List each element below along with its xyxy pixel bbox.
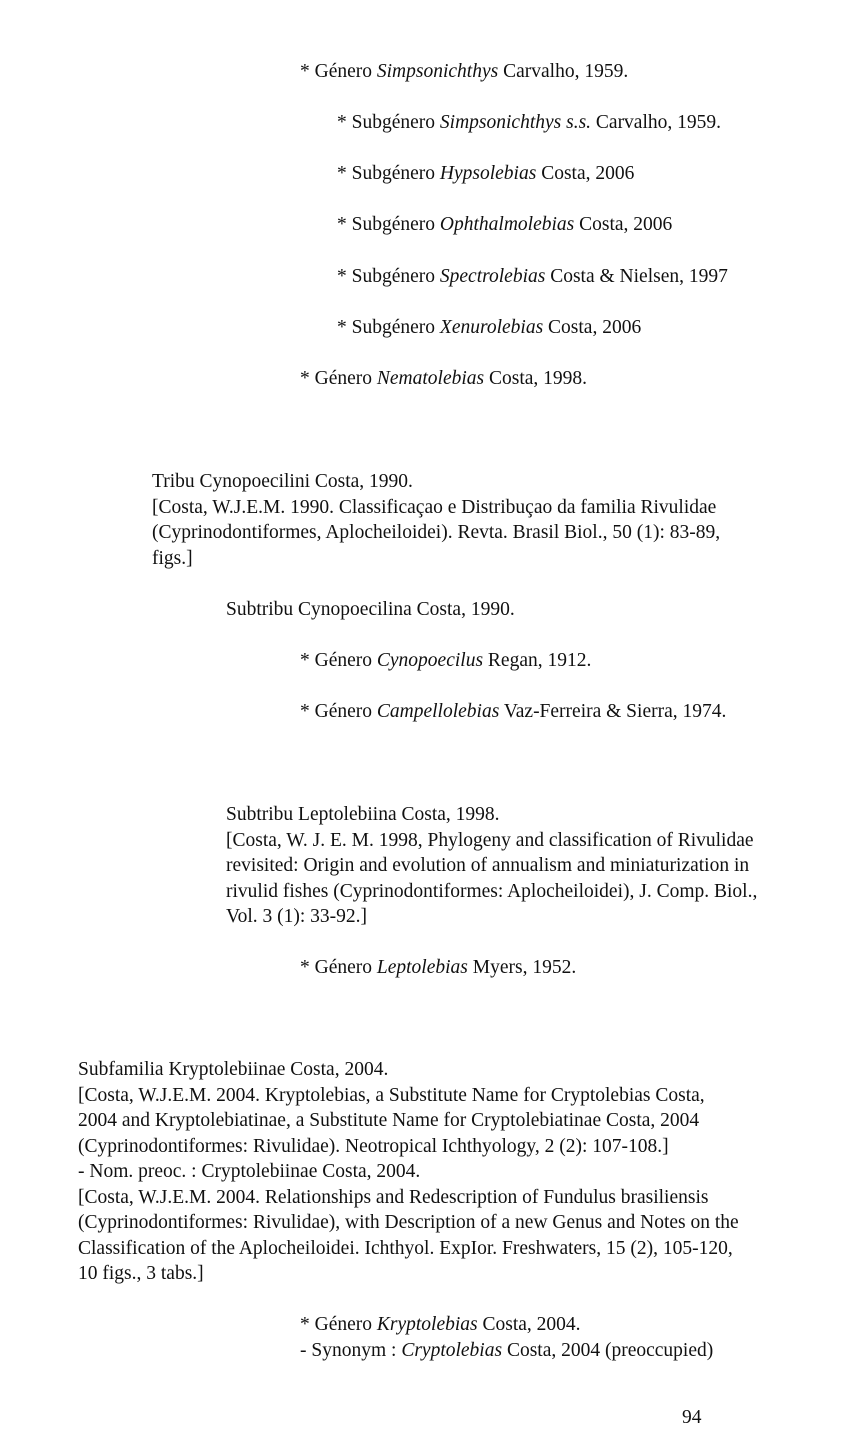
reference-line: 2004 and Kryptolebiatinae, a Substitute Name for Cryptolebiatinae Costa, 2004 [78,1110,700,1131]
entry-prefix: * Subgénero [337,214,440,235]
reference-line: figs.] [152,547,193,569]
taxon-name: Spectrolebias [439,266,546,287]
reference-line: (Cyprinodontiformes: Rivulidae). Neotropical Ichthyology, 2 (2): 107-108.] [78,1135,669,1157]
reference-line: [Costa, W.J.E.M. 2004. Relationships and Redescription of Fundulus brasiliensis [78,1186,709,1208]
subgenus-ophthalmolebias [337,212,672,238]
taxon-name: Cryptolebias [401,1340,503,1361]
taxon-author: Regan, 1912. [483,650,592,671]
taxon-author: Costa, 2006 [574,214,673,235]
entry-prefix: * Subgénero [337,112,440,133]
reference-line: revisited: Origin and evolution of annualism and miniaturization in [226,855,750,876]
subtribu-cynopoecilina-heading: Subtribu Cynopoecilina Costa, 1990. [226,599,515,620]
taxon-author: Costa, 2006 [536,163,635,184]
page-number: 94 [682,1407,702,1428]
taxon-author: Costa, 2006 [543,317,642,338]
entry-prefix: - Synonym : [300,1340,402,1361]
taxon-author: Costa & Nielsen, 1997 [545,266,728,287]
entry-prefix: * Género [300,650,377,671]
reference-line: Classification of the Aplocheiloidei. Ichthyol. ExpIor. Freshwaters, 15 (2), 105-120, [78,1237,733,1259]
tribu-cynopoecilini [152,469,720,571]
taxon-name: Cynopoecilus [376,650,484,671]
taxon-name: Xenurolebias [439,317,544,338]
reference-line: - Nom. preoc. : Cryptolebiinae Costa, 2004. [78,1161,421,1182]
taxon-author: Costa, 2004. [477,1314,581,1335]
entry-prefix: * Género [300,1314,377,1335]
taxon-author: Carvalho, 1959. [591,112,722,133]
taxon-author: Costa, 2004 (preoccupied) [502,1340,714,1361]
taxon-author: Vaz-Ferreira & Sierra, 1974. [499,701,727,722]
taxon-name: Hypsolebias [439,163,537,184]
reference-line: Vol. 3 (1): 33-92.] [226,906,368,927]
genus-cynopoecilus [300,648,591,674]
genus-nematolebias [300,366,587,392]
section-heading: Subtribu Leptolebiina Costa, 1998. [226,804,500,825]
taxon-author: Myers, 1952. [467,957,577,978]
taxon-name: Nematolebias [376,368,485,389]
reference-line: [Costa, W.J.E.M. 1990. Classificaçao e Distribuçao da familia Rivulidae [152,496,717,518]
subfamilia-kryptolebiinae [78,1057,739,1287]
reference-line: [Costa, W.J.E.M. 2004. Kryptolebias, a Substitute Name for Cryptolebias Costa, [78,1084,705,1106]
synonym-cryptolebias [300,1338,713,1364]
entry-prefix: * Género [300,368,377,389]
taxon-name: Kryptolebias [376,1314,478,1335]
reference-line: (Cyprinodontiformes: Rivulidae), with Description of a new Genus and Notes on the [78,1212,739,1233]
section-heading: Tribu Cynopoecilini Costa, 1990. [152,471,413,492]
taxon-name: Ophthalmolebias [439,214,575,235]
subtribu-leptolebiina [226,802,757,930]
entry-prefix: * Subgénero [337,266,440,287]
subgenus-spectrolebias [337,264,728,290]
genus-kryptolebias [300,1312,581,1338]
genus-simpsonichthys [300,59,628,85]
subgenus-hypsolebias [337,161,634,187]
entry-prefix: * Género [300,61,377,82]
subgenus-simpsonichthys-ss [337,110,721,136]
reference-line: (Cyprinodontiformes, Aplocheiloidei). Revta. Brasil Biol., 50 (1): 83-89, [152,522,721,543]
genus-campellolebias [300,699,726,725]
taxon-name: Campellolebias [376,701,500,722]
subgenus-xenurolebias [337,315,641,341]
reference-line: 10 figs., 3 tabs.] [78,1263,204,1284]
entry-prefix: * Género [300,701,377,722]
reference-line: [Costa, W. J. E. M. 1998, Phylogeny and classification of Rivulidae [226,829,754,851]
taxon-name: Simpsonichthys [376,61,499,82]
reference-line: rivulid fishes (Cyprinodontiformes: Aplocheiloidei), J. Comp. Biol., [226,880,758,902]
section-heading: Subfamilia Kryptolebiinae Costa, 2004. [78,1059,389,1080]
entry-prefix: * Género [300,957,377,978]
entry-prefix: * Subgénero [337,317,440,338]
taxon-name: Leptolebias [376,957,468,978]
entry-prefix: * Subgénero [337,163,440,184]
taxon-author: Carvalho, 1959. [498,61,629,82]
taxon-author: Costa, 1998. [484,368,588,389]
taxon-name: Simpsonichthys s.s. [439,112,592,133]
genus-leptolebias [300,955,576,981]
